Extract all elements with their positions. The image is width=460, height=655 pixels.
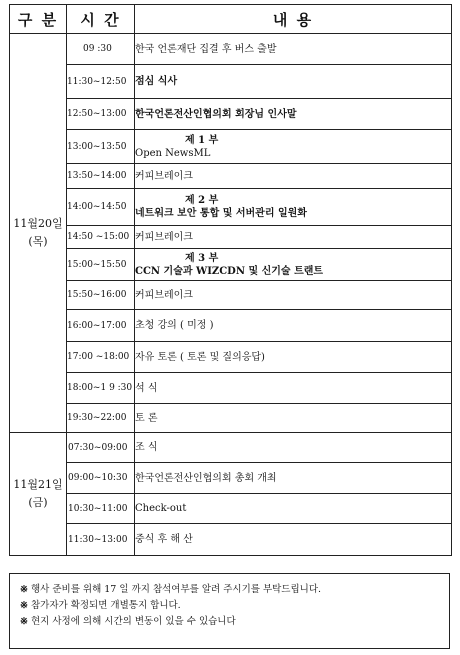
- reference-mark: ※: [20, 584, 28, 595]
- table-row: [10, 130, 452, 164]
- part-title: 제 2 부: [185, 195, 219, 206]
- time-cell: 12:50~13:00: [67, 99, 135, 130]
- notes-box: [9, 573, 450, 649]
- day-weekday: (목): [28, 235, 48, 248]
- content-cell: [135, 189, 452, 226]
- table-row: [10, 310, 452, 342]
- table-row: [10, 281, 452, 310]
- content-cell: 한국 언론재단 집결 후 버스 출발: [135, 34, 452, 65]
- header-content: 내 용: [135, 5, 452, 34]
- day-cell-2: [10, 433, 67, 556]
- content-cell: 커피브레이크: [135, 164, 452, 189]
- day-label: 11월20일: [13, 217, 63, 230]
- table-row: [10, 494, 452, 524]
- table-row: [10, 249, 452, 281]
- time-cell: 07:30~09:00: [67, 433, 135, 463]
- content-cell: 점심 식사: [135, 65, 452, 99]
- content-cell: 조 식: [135, 433, 452, 463]
- day-cell-1: [10, 34, 67, 433]
- day-weekday: (금): [28, 496, 48, 509]
- content-cell: 자유 토론 ( 토론 및 질의응답): [135, 342, 452, 373]
- time-cell: 19:30~22:00: [67, 404, 135, 433]
- day-label: 11월21일: [13, 478, 63, 491]
- table-row: [10, 99, 452, 130]
- time-cell: 18:00~1 9 :30: [67, 373, 135, 404]
- time-cell: 11:30~13:00: [67, 524, 135, 556]
- note-line: [20, 582, 449, 598]
- reference-mark: ※: [20, 616, 28, 627]
- content-cell: 한국언론전산인협의회 총회 개최: [135, 463, 452, 494]
- table-row: [10, 342, 452, 373]
- table-row: [10, 164, 452, 189]
- part-content: 네트워크 보안 통합 및 서버관리 일원화: [135, 208, 307, 219]
- content-cell: [135, 249, 452, 281]
- table-row: [10, 226, 452, 249]
- time-cell: 17:00 ~18:00: [67, 342, 135, 373]
- content-cell: [135, 130, 452, 164]
- header-row: [10, 5, 452, 34]
- reference-mark: ※: [20, 600, 28, 611]
- time-cell: 16:00~17:00: [67, 310, 135, 342]
- content-cell: 커피브레이크: [135, 226, 452, 249]
- time-cell: 09:00~10:30: [67, 463, 135, 494]
- header-category: 구 분: [10, 5, 67, 34]
- time-cell: 11:30~12:50: [67, 65, 135, 99]
- header-time: 시 간: [67, 5, 135, 34]
- note-text: 행사 준비를 위해 17 일 까지 참석여부를 알려 주시기를 부탁드립니다.: [30, 584, 322, 595]
- table-row: [10, 404, 452, 433]
- time-cell: 15:00~15:50: [67, 249, 135, 281]
- content-cell: 중식 후 해 산: [135, 524, 452, 556]
- time-cell: 15:50~16:00: [67, 281, 135, 310]
- table-row: [10, 34, 452, 65]
- table-row: [10, 189, 452, 226]
- table-row: [10, 373, 452, 404]
- part-content: CCN 기술과 WIZCDN 및 신기술 트랜트: [135, 265, 324, 277]
- content-cell: 한국언론전산인협의회 회장님 인사말: [135, 99, 452, 130]
- table-row: [10, 433, 452, 463]
- time-cell: 13:00~13:50: [67, 130, 135, 164]
- part-title: 제 1 부: [185, 134, 219, 146]
- table-row: [10, 65, 452, 99]
- time-cell: 10:30~11:00: [67, 494, 135, 524]
- time-cell: 13:50~14:00: [67, 164, 135, 189]
- note-text: 참가자가 확정되면 개별통지 합니다.: [30, 600, 181, 611]
- table-row: [10, 524, 452, 556]
- time-cell: 09 :30: [67, 34, 135, 65]
- part-title: 제 3 부: [185, 252, 219, 264]
- content-cell: 석 식: [135, 373, 452, 404]
- content-cell: 초청 강의 ( 미정 ): [135, 310, 452, 342]
- table-row: [10, 463, 452, 494]
- time-cell: 14:50 ~15:00: [67, 226, 135, 249]
- note-text: 현지 사정에 의해 시간의 변동이 있을 수 있습니다: [30, 616, 236, 627]
- note-line: [20, 598, 449, 614]
- content-cell: 커피브레이크: [135, 281, 452, 310]
- note-line: [20, 614, 449, 630]
- time-cell: 14:00~14:50: [67, 189, 135, 226]
- content-cell: Check-out: [135, 494, 452, 524]
- part-content: Open NewsML: [135, 147, 211, 159]
- schedule-table: [9, 4, 452, 556]
- content-cell: 토 론: [135, 404, 452, 433]
